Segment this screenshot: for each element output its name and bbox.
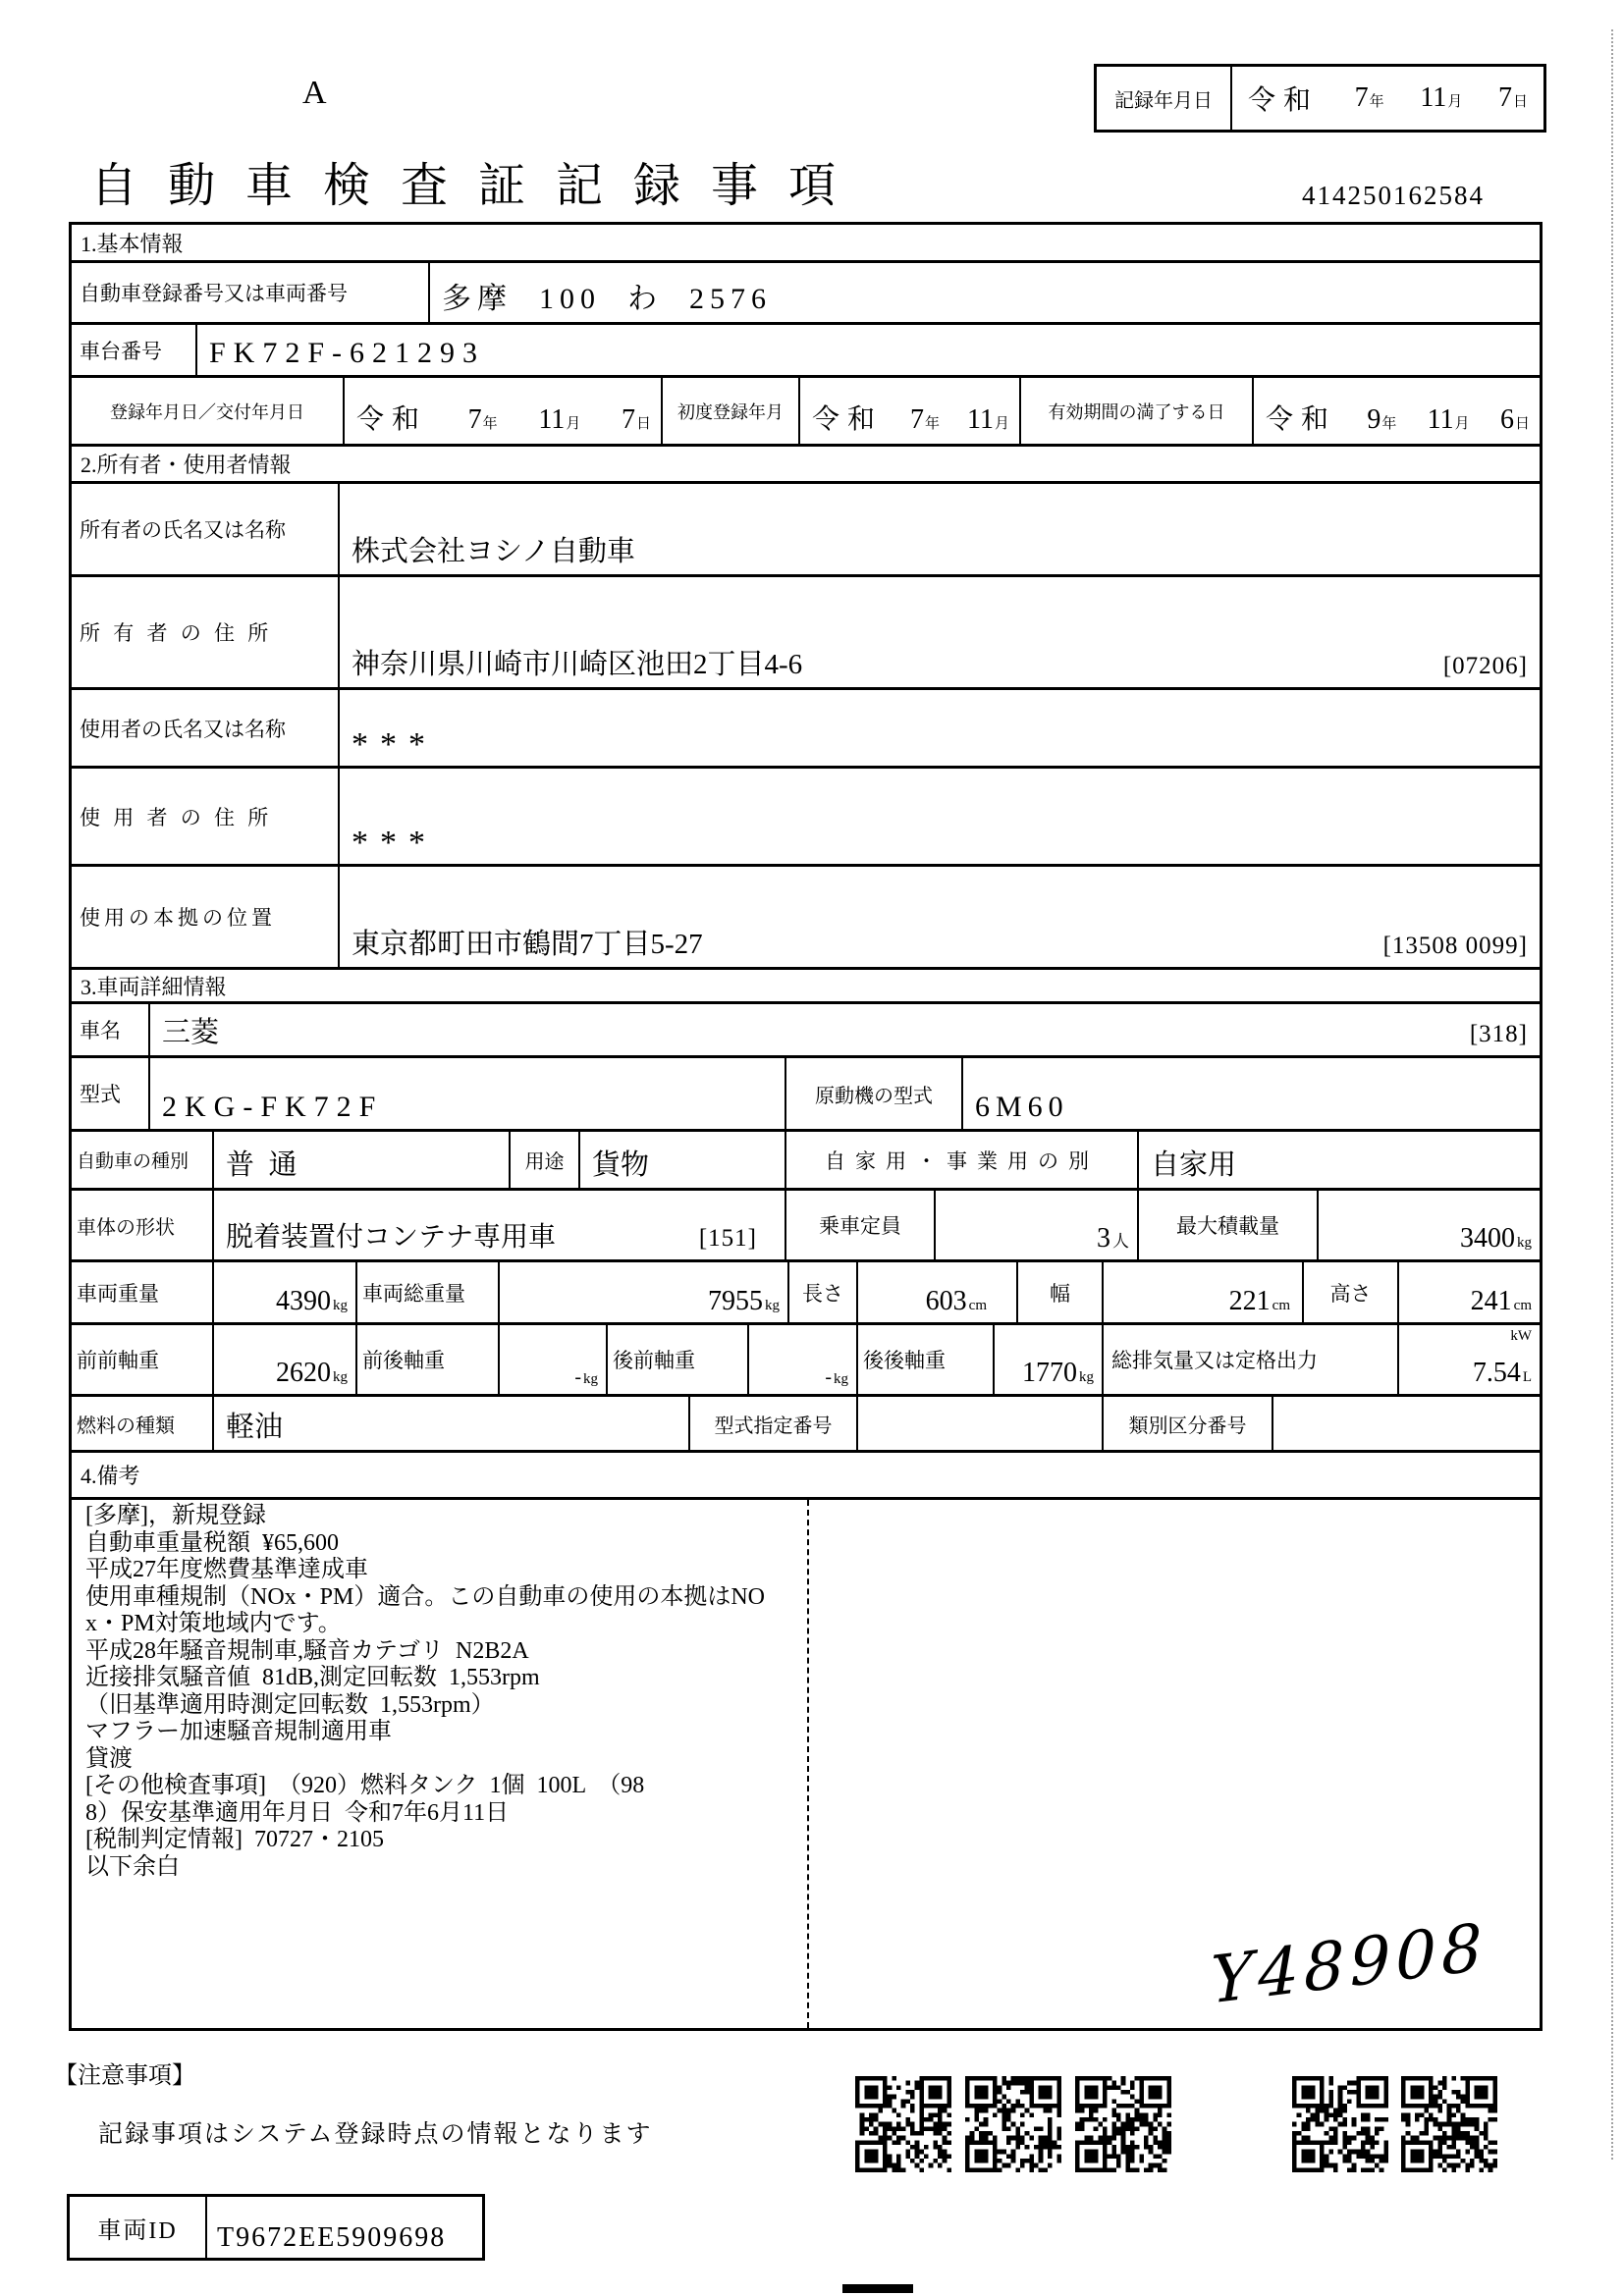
notice-text: 記録事項はシステム登録時点の情報となります	[98, 2121, 653, 2148]
record-date-day: 7	[1497, 82, 1512, 113]
registration-date-label: 登録年月日／交付年月日	[72, 378, 345, 444]
record-date-box	[1094, 64, 1546, 133]
capacity-unit: 人	[1112, 1232, 1129, 1251]
capacity-cell	[936, 1191, 1139, 1259]
registration-date-day: 7	[621, 404, 635, 435]
class-code-cell	[1273, 1397, 1540, 1450]
record-date-day-unit: 日	[1512, 94, 1528, 110]
row-body-shape	[72, 1191, 1540, 1262]
user-address-label: 使 用 者 の 住 所	[72, 769, 340, 864]
body-shape-label: 車体の形状	[72, 1191, 214, 1259]
height-value: 241	[1470, 1286, 1512, 1316]
height-unit: cm	[1513, 1298, 1532, 1313]
max-load-unit: kg	[1517, 1235, 1532, 1251]
row-registration-number	[72, 263, 1540, 325]
owner-name-cell	[340, 484, 1540, 574]
section-remarks-header: 4.備考	[72, 1453, 1540, 1500]
remark-line: 平成28年騒音規制車,騒音カテゴリ N2B2A	[85, 1637, 529, 1664]
user-address-cell	[340, 769, 1540, 864]
first-registration-cell	[800, 378, 1021, 444]
section-basic-header: 1.基本情報	[72, 225, 1540, 263]
record-date-era: 令和	[1248, 85, 1320, 116]
base-location-cell	[340, 867, 1540, 967]
chassis-number-cell	[197, 325, 1540, 375]
row-model	[72, 1058, 1540, 1132]
displacement-unit-bottom: L	[1522, 1369, 1532, 1385]
axle-rf-label: 後前軸重	[608, 1325, 749, 1394]
remark-line: 以下余白	[85, 1853, 180, 1880]
length-label: 長さ	[789, 1262, 858, 1322]
first-registration-era: 令和	[812, 404, 884, 435]
fuel-value: 軽油	[226, 1412, 284, 1443]
base-location-label: 使用の本拠の位置	[72, 867, 340, 967]
axle-rr-unit: kg	[1079, 1369, 1094, 1385]
axle-ff-unit: kg	[333, 1369, 348, 1385]
user-name-cell	[340, 690, 1540, 766]
first-registration-label: 初度登録年月	[663, 378, 800, 444]
qr-code	[1075, 2076, 1171, 2172]
row-category	[72, 1132, 1540, 1191]
engine-model-label: 原動機の型式	[786, 1058, 963, 1129]
type-approval-cell	[858, 1397, 1104, 1450]
scan-artifact-bottom-dash	[842, 2284, 913, 2293]
vehicle-id-value: T9672EE5909698	[217, 2222, 447, 2253]
corner-label: A	[302, 75, 327, 111]
displacement-value: 7.54	[1472, 1358, 1521, 1388]
qr-code	[1292, 2076, 1388, 2172]
base-location-code: [13508 0099]	[1382, 933, 1528, 959]
capacity-label: 乗車定員	[786, 1191, 936, 1259]
remark-line: 貸渡	[85, 1745, 133, 1772]
displacement-label: 総排気量又は定格出力	[1104, 1325, 1399, 1394]
private-business-value: 自家用	[1151, 1149, 1237, 1181]
scan-artifact-edge-dots	[1611, 29, 1613, 2160]
page-title: 自動車検査証記録事項	[90, 160, 867, 212]
remark-line: （旧基準適用時測定回転数 1,553rpm）	[85, 1691, 495, 1718]
weight-value: 4390	[276, 1286, 331, 1316]
registration-date-era: 令和	[356, 404, 428, 435]
length-value: 603	[925, 1286, 967, 1316]
axle-rr-value: 1770	[1022, 1358, 1077, 1388]
axle-ff-label: 前前軸重	[72, 1325, 214, 1394]
remark-line: 8）保安基準適用年月日 令和7年6月11日	[85, 1799, 510, 1826]
expiry-date-month: 11	[1427, 404, 1454, 435]
axle-fr-cell	[500, 1325, 608, 1394]
body-shape-value: 脱着装置付コンテナ専用車	[226, 1222, 557, 1253]
fuel-label: 燃料の種類	[72, 1397, 214, 1450]
axle-fr-value: -	[574, 1366, 581, 1388]
registration-date-month: 11	[538, 404, 566, 435]
width-label: 幅	[1018, 1262, 1104, 1322]
vehicle-id-box	[67, 2194, 485, 2261]
certificate-table	[69, 222, 1543, 2031]
base-location-value: 東京都町田市鶴間7丁目5-27	[352, 929, 703, 960]
row-owner-address	[72, 577, 1540, 690]
record-date-month: 11	[1420, 82, 1447, 113]
owner-address-value: 神奈川県川崎市川崎区池田2丁目4-6	[352, 649, 803, 680]
registration-date-cell	[345, 378, 663, 444]
remark-line: 平成27年度燃費基準達成車	[85, 1557, 368, 1582]
vehicle-id-label: 車両ID	[70, 2197, 207, 2258]
width-value: 221	[1228, 1286, 1271, 1316]
remark-line: マフラー加速騒音規制適用車	[85, 1719, 392, 1744]
row-fuel	[72, 1397, 1540, 1453]
body-shape-code: [151]	[698, 1225, 757, 1252]
handwritten-note: Y48908	[1210, 1908, 1489, 2019]
axle-rr-label: 後後軸重	[858, 1325, 995, 1394]
use-label: 用途	[511, 1132, 580, 1188]
row-user-name	[72, 690, 1540, 769]
length-unit: cm	[968, 1298, 987, 1313]
axle-ff-cell	[214, 1325, 357, 1394]
max-load-label: 最大積載量	[1139, 1191, 1319, 1259]
record-date-value	[1232, 67, 1543, 130]
axle-rf-cell	[749, 1325, 858, 1394]
axle-ff-value: 2620	[276, 1358, 331, 1388]
chassis-number-value: FK72F-621293	[209, 337, 486, 369]
document-number: 414250162584	[1302, 181, 1485, 210]
remark-line: 自動車重量税額 ¥65,600	[85, 1529, 339, 1556]
record-date-month-unit: 月	[1447, 94, 1463, 110]
expiry-date-month-unit: 月	[1454, 416, 1470, 432]
displacement-cell	[1399, 1325, 1540, 1394]
owner-address-code: [07206]	[1442, 653, 1528, 679]
vehicle-name-code: [318]	[1469, 1021, 1528, 1047]
registration-number-label: 自動車登録番号又は車両番号	[72, 263, 430, 322]
first-registration-month-unit: 月	[994, 416, 1009, 432]
gross-weight-label: 車両総重量	[357, 1262, 500, 1322]
gross-weight-cell	[500, 1262, 789, 1322]
width-unit: cm	[1272, 1298, 1290, 1313]
height-label: 高さ	[1304, 1262, 1399, 1322]
use-cell	[580, 1132, 786, 1188]
registration-date-year: 7	[467, 404, 482, 435]
expiry-date-day: 6	[1499, 404, 1514, 435]
height-cell	[1399, 1262, 1540, 1322]
expiry-date-year-unit: 年	[1381, 416, 1397, 432]
expiry-date-cell	[1254, 378, 1540, 444]
remark-line: 近接排気騒音値 81dB,測定回転数 1,553rpm	[85, 1665, 540, 1690]
remarks-text	[85, 1503, 1530, 1881]
private-business-label: 自家用・事業用の別	[786, 1132, 1139, 1188]
fuel-cell	[214, 1397, 690, 1450]
axle-fr-unit: kg	[583, 1371, 598, 1387]
vehicle-name-cell	[150, 1004, 1540, 1055]
engine-model-cell	[963, 1058, 1540, 1129]
engine-model-value: 6M60	[975, 1091, 1069, 1123]
first-registration-year-unit: 年	[925, 416, 941, 432]
qr-code	[965, 2076, 1061, 2172]
row-chassis-number	[72, 325, 1540, 378]
owner-name-value: 株式会社ヨシノ自動車	[352, 536, 635, 567]
owner-name-label: 所有者の氏名又は名称	[72, 484, 340, 574]
class-code-label: 類別区分番号	[1104, 1397, 1273, 1450]
model-cell	[150, 1058, 786, 1129]
body-shape-cell	[214, 1191, 786, 1259]
owner-address-cell	[340, 577, 1540, 687]
registration-number-value: 多摩 100 わ 2576	[442, 283, 772, 315]
vehicle-name-value: 三菱	[162, 1017, 220, 1048]
weight-unit: kg	[333, 1298, 348, 1313]
row-weights-dimensions	[72, 1262, 1540, 1325]
gross-weight-unit: kg	[765, 1298, 780, 1313]
expiry-date-era: 令和	[1266, 404, 1337, 435]
registration-date-day-unit: 日	[635, 416, 651, 432]
width-cell	[1104, 1262, 1304, 1322]
axle-rf-unit: kg	[834, 1371, 848, 1387]
private-business-cell	[1139, 1132, 1540, 1188]
model-label: 型式	[72, 1058, 150, 1129]
axle-fr-label: 前後軸重	[357, 1325, 500, 1394]
first-registration-year: 7	[910, 404, 924, 435]
remark-line: [その他検査事項] （920）燃料タンク 1個 100L （98	[85, 1773, 645, 1798]
user-name-label: 使用者の氏名又は名称	[72, 690, 340, 766]
row-dates	[72, 378, 1540, 447]
displacement-unit-top: kW	[1510, 1328, 1532, 1344]
category-cell	[214, 1132, 511, 1188]
category-label: 自動車の種別	[72, 1132, 214, 1188]
record-date-year: 7	[1354, 82, 1369, 113]
qr-code	[1401, 2076, 1497, 2172]
registration-date-month-unit: 月	[566, 416, 581, 432]
row-owner-name	[72, 484, 1540, 577]
registration-number-cell	[430, 263, 1540, 322]
remark-line: [多摩]，新規登録	[85, 1503, 266, 1528]
expiry-date-year: 9	[1367, 404, 1381, 435]
registration-date-year-unit: 年	[482, 416, 498, 432]
length-cell	[858, 1262, 1018, 1322]
category-value: 普 通	[226, 1149, 298, 1181]
axle-rr-cell	[995, 1325, 1104, 1394]
max-load-cell	[1319, 1191, 1540, 1259]
model-value: 2KG-FK72F	[162, 1091, 384, 1123]
row-user-address	[72, 769, 1540, 867]
remark-line: [税制判定情報] 70727・2105	[85, 1827, 384, 1852]
notice-title: 【注意事項】	[54, 2063, 195, 2089]
remark-line: x・PM対策地域内です。	[85, 1611, 342, 1636]
use-value: 貨物	[592, 1149, 650, 1181]
owner-address-label: 所 有 者 の 住 所	[72, 577, 340, 687]
user-name-value: ***	[352, 726, 437, 763]
qr-code	[855, 2076, 951, 2172]
axle-rf-value: -	[825, 1366, 832, 1388]
max-load-value: 3400	[1460, 1223, 1515, 1254]
row-base-location	[72, 867, 1540, 970]
row-axle-weights	[72, 1325, 1540, 1397]
row-vehicle-name	[72, 1004, 1540, 1058]
expiry-date-day-unit: 日	[1514, 416, 1530, 432]
section-owner-header: 2.所有者・使用者情報	[72, 447, 1540, 484]
weight-label: 車両重量	[72, 1262, 214, 1322]
gross-weight-value: 7955	[708, 1286, 763, 1316]
expiry-date-label: 有効期間の満了する日	[1021, 378, 1254, 444]
capacity-value: 3	[1097, 1223, 1110, 1254]
section-vehicle-header: 3.車両詳細情報	[72, 970, 1540, 1004]
remark-line: 使用車種規制（NOx・PM）適合。この自動車の使用の本拠はNO	[85, 1583, 766, 1610]
vehicle-name-label: 車名	[72, 1004, 150, 1055]
record-date-label: 記録年月日	[1097, 67, 1232, 130]
type-approval-label: 型式指定番号	[690, 1397, 858, 1450]
weight-cell	[214, 1262, 357, 1322]
record-date-year-unit: 年	[1369, 94, 1384, 110]
user-address-value: ***	[352, 825, 437, 861]
chassis-number-label: 車台番号	[72, 325, 197, 375]
first-registration-month: 11	[967, 404, 994, 435]
